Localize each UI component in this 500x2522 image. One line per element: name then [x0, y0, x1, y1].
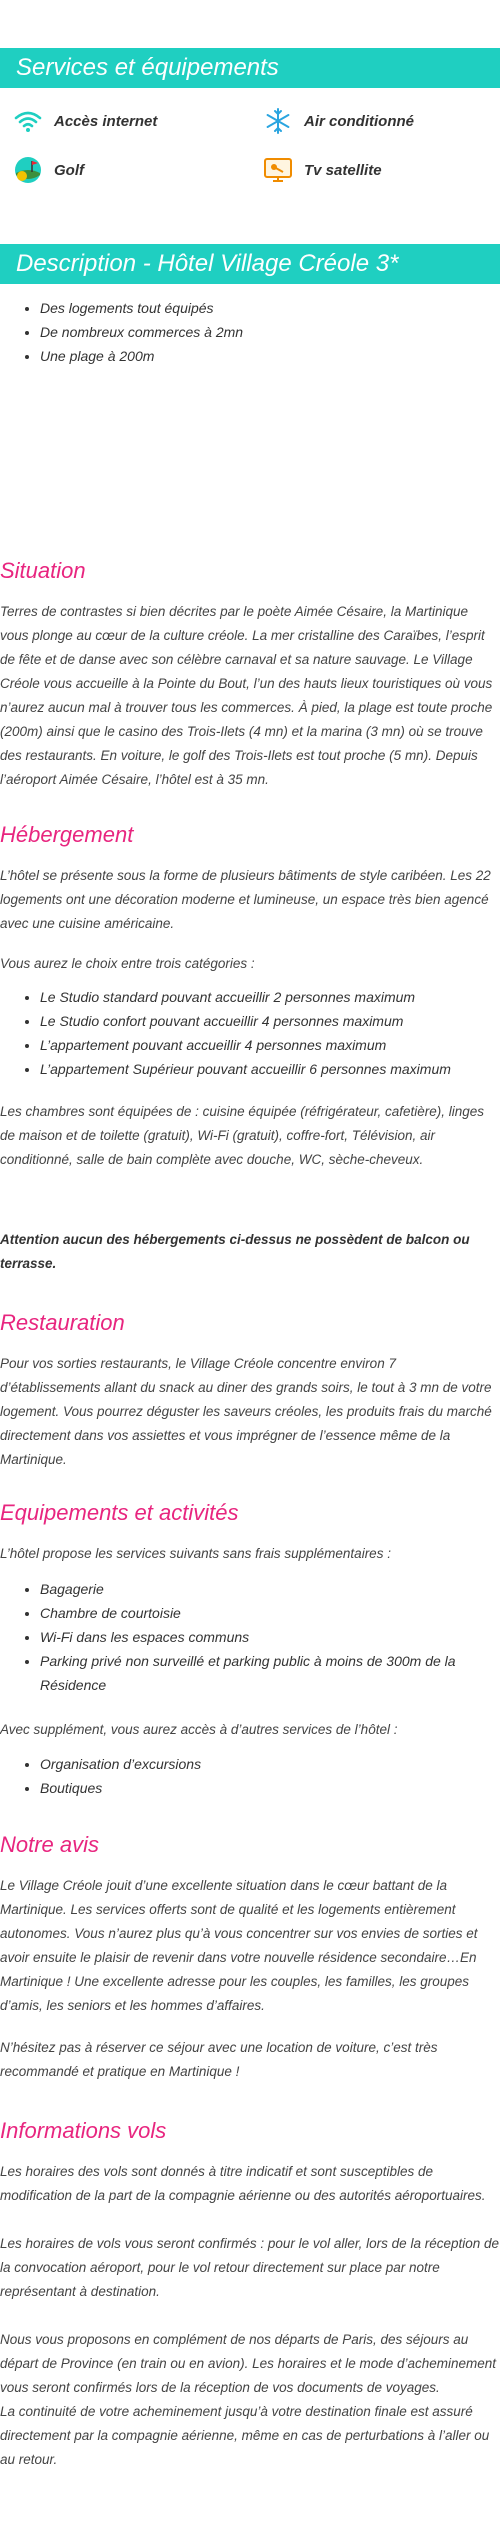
services-banner [0, 48, 500, 88]
services-title: Services et équipements [16, 54, 279, 81]
snowflake-icon [262, 107, 294, 135]
vols-p2: Les horaires de vols vous seront confirmés : pour le vol aller, lors de la réception de la convocation aéroport, pour le vol retour directement sur place par notre représentant à destination. [0, 2236, 500, 2299]
vols-p3: Nous vous proposons en complément de nos départs de Paris, des séjours au départ de Province (en train ou en avion). Les horaires et le mode d’acheminement vous seront confirmés lors de la réception de vos documents de voyages. [0, 2332, 497, 2395]
list-item: • Une plage à 200m [40, 344, 243, 368]
list-item: • Des logements tout équipés [40, 296, 243, 320]
wifi-icon [12, 107, 44, 135]
vols-p1: Les horaires des vols sont donnés à titre indicatif et sont susceptibles de modification de la part de la compagnie aérienne ou des autorités aéroportuaires. [0, 2164, 486, 2203]
list-item: • Wi-Fi dans les espaces communs [40, 1625, 500, 1649]
golf-icon [12, 156, 44, 184]
service-label: Tv satellite [304, 161, 382, 179]
restauration-heading: Restauration [0, 1310, 125, 1335]
list-item: • De nombreux commerces à 2mn [40, 320, 243, 344]
hebergement-warning: Attention aucun des hébergements ci-dessus ne possèdent de balcon ou terrasse. [0, 1232, 470, 1271]
equipements-list [0, 1577, 500, 1697]
hebergement-equipment: Les chambres sont équipées de : cuisine équipée (réfrigérateur, cafetière), linges de maison et de toilette (gratuit), Wi-Fi (gratuit), coffre-fort, Télévision, air conditionné, salle de bain complète avec douche, WC, sèche-cheveux. [0, 1104, 485, 1167]
description-list [0, 296, 243, 368]
hebergement-choice: Vous aurez le choix entre trois catégories : [0, 956, 255, 971]
hebergement-heading: Hébergement [0, 822, 134, 847]
equipements-supp: Avec supplément, vous aurez accès à d’autres services de l’hôtel : [0, 1722, 398, 1737]
hebergement-intro: L’hôtel se présente sous la forme de plusieurs bâtiments de style caribéen. Les 22 logements ont une décoration moderne et lumineuse, un espace très bien agencé avec une cuisine américaine. [0, 868, 491, 931]
description-banner [0, 244, 500, 284]
service-label: Air conditionné [304, 112, 414, 130]
restauration-text: Pour vos sorties restaurants, le Village Créole concentre environ 7 d’établissements allant du snack au diner des grands soirs, le tout à 3 mn de votre logement. Vous pourrez déguster les saveurs créoles, les produits frais du marché directement dans vos assiettes et vous imprégner de l’essence même de la Martinique. [0, 1356, 492, 1467]
equipements-heading: Equipements et activités [0, 1500, 239, 1525]
avis-text2: N’hésitez pas à réserver ce séjour avec une location de voiture, c’est très recommandé et pratique en Martinique ! [0, 2040, 438, 2079]
list-item: • L’appartement pouvant accueillir 4 personnes maximum [40, 1033, 451, 1057]
list-item: • Le Studio standard pouvant accueillir 2 personnes maximum [40, 985, 451, 1009]
service-label: Golf [54, 161, 84, 179]
list-item: • Le Studio confort pouvant accueillir 4 personnes maximum [40, 1009, 451, 1033]
list-item: • Boutiques [40, 1776, 201, 1800]
avis-text: Le Village Créole jouit d’une excellente situation dans le cœur battant de la Martinique. Les services offerts sont de qualité et les logements entièrement autonomes. Vous n’aurez plus qu’à vous concentrer sur vos envies de sorties et avoir ensuite le plaisir de revenir dans votre nouvelle résidence secondaire…En Martinique ! Une excellente adresse pour les couples, les familles, les groupes d’amis, les seniors et les hommes d’affaires. [0, 1878, 478, 2013]
service-golf [12, 156, 84, 184]
list-item: • Organisation d’excursions [40, 1752, 201, 1776]
hebergement-list [0, 985, 451, 1081]
equipements-intro: L’hôtel propose les services suivants sans frais supplémentaires : [0, 1546, 391, 1561]
equipements-supp-list [0, 1752, 201, 1800]
list-item: • Parking privé non surveillé et parking public à moins de 300m de la Résidence [40, 1649, 500, 1697]
service-aircon [262, 107, 414, 135]
vols-heading: Informations vols [0, 2118, 167, 2143]
service-tv [262, 156, 382, 184]
tv-icon [262, 156, 294, 184]
description-title: Description - Hôtel Village Créole 3* [16, 250, 399, 277]
situation-heading: Situation [0, 558, 86, 583]
service-label: Accès internet [54, 112, 158, 130]
list-item: • L’appartement Supérieur pouvant accueillir 6 personnes maximum [40, 1057, 451, 1081]
vols-p4: La continuité de votre acheminement jusqu’à votre destination finale est assuré directement par la compagnie aérienne, même en cas de perturbations à l’aller ou au retour. [0, 2404, 490, 2467]
avis-heading: Notre avis [0, 1832, 100, 1857]
hebergement-warning-wrap [0, 1228, 500, 1276]
list-item: • Bagagerie [40, 1577, 500, 1601]
list-item: • Chambre de courtoisie [40, 1601, 500, 1625]
service-internet [12, 107, 157, 135]
situation-text: Terres de contrastes si bien décrites par le poète Aimée Césaire, la Martinique vous plonge au cœur de la culture créole. La mer cristalline des Caraïbes, l’esprit de fête et de danse avec son célèbre carnaval et sa nature sauvage. Le Village Créole vous accueille à la Pointe du Bout, l’un des hauts lieux touristiques où vous n’aurez aucun mal à trouver tous les commerces. À pied, la plage est toute proche (200m) ainsi que le casino des Trois-Ilets (4 mn) et la marina (3 mn) où se trouve des restaurants. En voiture, le golf des Trois-Ilets est tout proche (5 mn). Depuis l’aéroport Aimée Césaire, l’hôtel est à 35 mn. [0, 604, 493, 787]
